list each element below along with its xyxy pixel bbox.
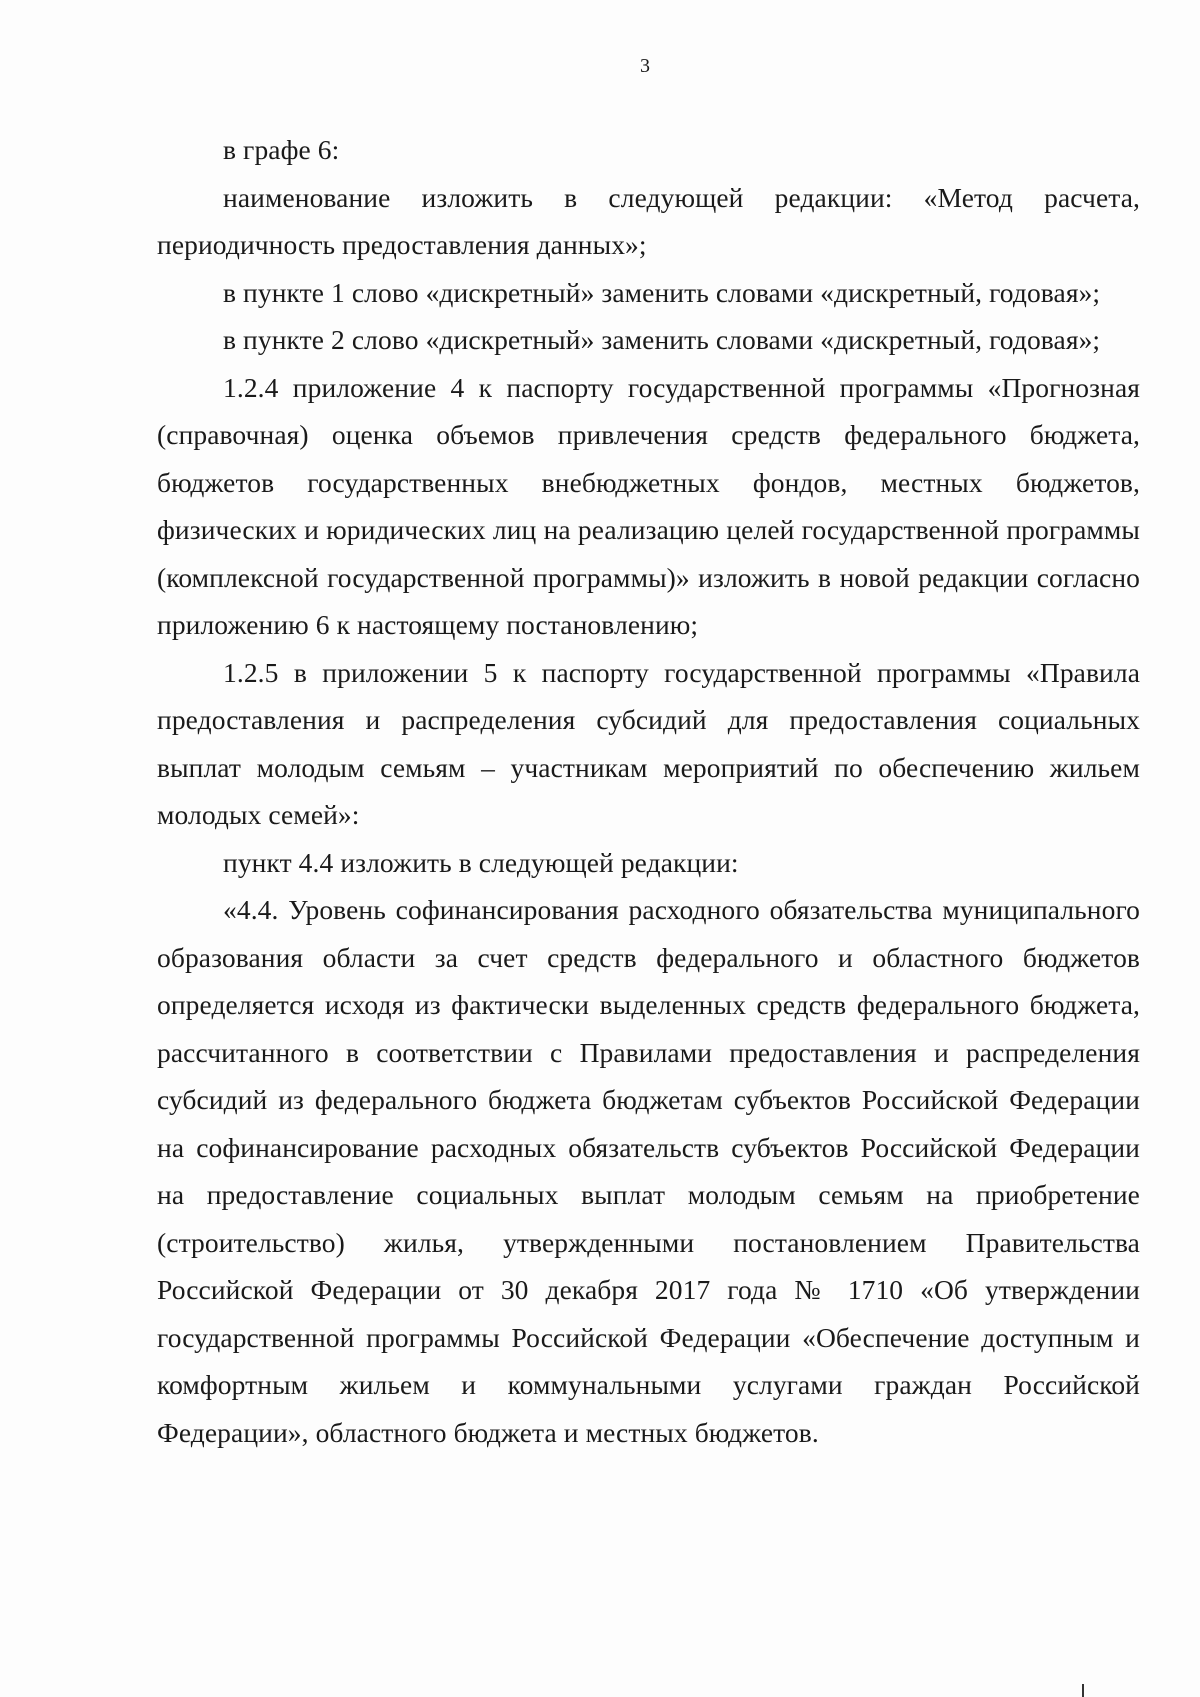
paragraph-item-4-4-intro: пункт 4.4 изложить в следующей редакции: — [223, 846, 739, 878]
page-number: 3 — [640, 55, 650, 77]
paragraph-1-2-4: 1.2.4 приложение 4 к паспорту государственной программы «Прогнозная (справочная) оценка объемов привлечения средств федерального бюджета, бюджетов государственных внебюджетных фондов, местных бюджетов, физических и юридических лиц на реализацию целей государственной программы (комплексной государственной программы)» изложить в новой редакции согласно приложению 6 к настоящему постановлению; — [157, 371, 1140, 640]
document-body — [157, 126, 1140, 1456]
paragraph-name-revision: наименование изложить в следующей редакции: «Метод расчета, периодичность предоставления данных»; — [157, 181, 1140, 260]
scan-edge-mark — [1082, 1684, 1084, 1697]
paragraph-4-4-text: «4.4. Уровень софинансирования расходного обязательства муниципального образования области за счет средств федерального и областного бюджетов определяется исходя из фактически выделенных средств федерального бюджета, рассчитанного в соответствии с Правилами предоставления и распределения субсидий из федерального бюджета бюджетам субъектов Российской Федерации на софинансирование расходных обязательств субъектов Российской Федерации на предоставление социальных выплат молодым семьям на приобретение (строительство) жилья, утвержденными постановлением Правительства Российской Федерации от 30 декабря 2017 года № 1710 «Об утверждении государственной программы Российской Федерации «Обеспечение доступным и комфортным жильем и коммунальными услугами граждан Российской Федерации», областного бюджета и местных бюджетов. — [157, 894, 1140, 1448]
paragraph-column-6: в графе 6: — [223, 134, 340, 165]
paragraph-item-1: в пункте 1 слово «дискретный» заменить словами «дискретный, годовая»; — [223, 276, 1101, 308]
paragraph-1-2-5: 1.2.5 в приложении 5 к паспорту государственной программы «Правила предоставления и распределения субсидий для предоставления социальных выплат молодым семьям – участникам мероприятий по обеспечению жильем молодых семей»: — [157, 656, 1140, 830]
paragraph-item-2: в пункте 2 слово «дискретный» заменить словами «дискретный, годовая»; — [223, 324, 1101, 355]
